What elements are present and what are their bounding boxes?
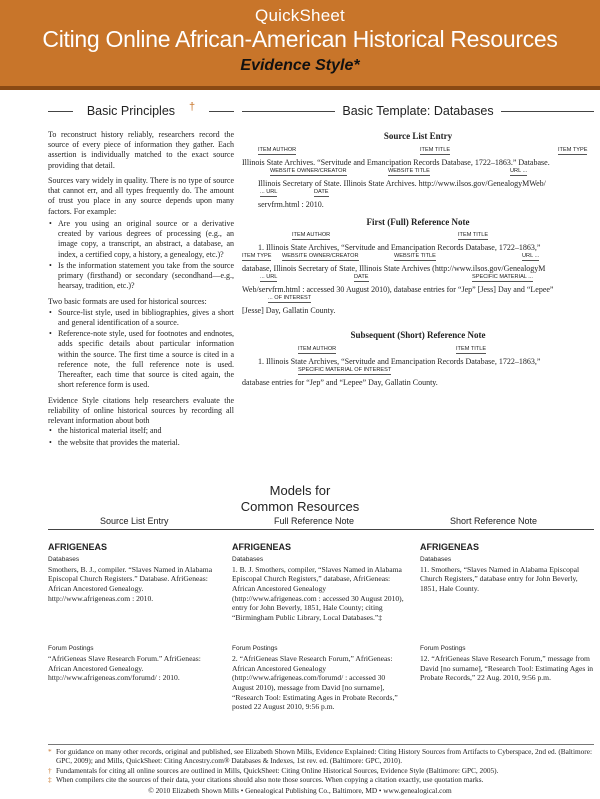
basic-principles — [48, 100, 234, 453]
header-quicksheet: QuickSheet — [255, 6, 345, 25]
label-date: DATE — [314, 188, 329, 195]
model-short-note — [420, 542, 594, 683]
full-note-line: Web/servfrm.html : accessed 30 August 2010), database entries for “Jep” [Jess] Day and “Lepee” — [242, 285, 554, 295]
full-note-line: database, Illinois Secretary of State, Illinois State Archives (http://www.ilsos.gov/GenealogyM — [242, 264, 546, 274]
source-line: Illinois Secretary of State. Illinois State Archives. http://www.ilsos.gov/GenealogyMWeb/ — [258, 178, 546, 188]
label-item-title: ITEM TITLE — [458, 232, 489, 239]
model-source-list — [48, 542, 220, 683]
principles-bullet: • Is the information statement you take from the source primary (firsthand) or secondary (secondhand—e.g., hearsay, tradition, etc.)? — [48, 261, 234, 292]
label-item-author: ITEM AUTHOR — [298, 345, 337, 352]
header-title: Citing Online African-American Historical Resources — [42, 26, 558, 52]
label-item-author: ITEM AUTHOR — [292, 232, 331, 239]
principles-bullet: • Source-list style, used in bibliographies, gives a short and general identification of a source. — [48, 308, 234, 328]
label-specific-material: SPECIFIC MATERIAL ... — [472, 274, 533, 281]
model-subhead: Forum Postings — [232, 644, 278, 652]
model-entry: Smothers, B. J., compiler. “Slaves Named in Alabama Episcopal Church Registers.” Database. AfriGeneas: African Ancestored Genealogy. http://www.afrigeneas.com : 2010. — [48, 564, 213, 603]
label-of-interest: ... OF INTEREST — [268, 295, 312, 302]
model-entry: 2. “AfriGeneas Slave Research Forum,” AfriGeneas: African Ancestored Genealogy (http://www.afrigeneas.com/forumd/ : accessed 30 August 2010), message from David [no surname], “Research Tool: Estimating Ages in Probate Records,” posted 22 August 2010, 9:56 p.m. — [232, 654, 398, 712]
label-website-owner: WEBSITE OWNER/CREATOR — [282, 253, 359, 260]
full-note-line: 1. Illinois State Archives, “Servitude and Emancipation Records Database, 1722–1863,” — [258, 243, 541, 253]
label-url: URL ... — [510, 167, 528, 174]
model-subhead: Databases — [48, 555, 80, 563]
principles-bullet: • Reference-note style, used for footnotes and endnotes, adds specific details about particular information within the source. The first time a source is cited in a reference note, the full reference note is used. Thereafter, each time that source is cited again, the short reference form is used. — [48, 329, 234, 390]
short-note-line: 1. Illinois State Archives, “Servitude and Emancipation Records Database, 1722–1863,” — [258, 356, 541, 366]
footnote: * For guidance on many other records, original and published, see Elizabeth Shown Mills, Evidence Explained: Citing History Sources from Artifacts to Cyberspace, 2nd ed. (Baltimore: GPC, 2009); and Mills, QuickSheet: Citing Ancestry.com® Databases & Indexes, 1st rev. ed. (Baltimore: GPC, 2010). — [48, 747, 592, 766]
model-entry: 1. B. J. Smothers, compiler, “Slaves Named in Alabama Episcopal Church Registers,” database, AfriGeneas: African Ancestored Genealogy (http://www.afrigeneas.com : accessed 30 August 2010), entry for John Beverly, 1851, Hale County; citing “Birmingham Public Library, Local Databases.”‡ — [232, 564, 404, 623]
label-specific-material: SPECIFIC MATERIAL OF INTEREST — [298, 366, 392, 373]
header-bar — [0, 86, 600, 90]
label-url: URL ... — [522, 253, 540, 260]
label-item-author: ITEM AUTHOR — [258, 146, 297, 153]
footnote: † Fundamentals for citing all online sources are outlined in Mills, QuickSheet: Citing Online Historical Sources, Evidence Style (Baltimore: GPC, 2005). — [48, 765, 499, 775]
label-item-type: ITEM TYPE — [558, 146, 588, 153]
models-column-headers — [48, 516, 594, 530]
header-style: Evidence Style* — [240, 57, 360, 74]
header-short-note: Short Reference Note — [450, 516, 538, 526]
model-org: AFRIGENEAS — [232, 542, 292, 552]
label-item-title: ITEM TITLE — [420, 146, 451, 153]
basic-template — [242, 100, 594, 388]
header-full-note: Full Reference Note — [274, 516, 355, 526]
model-subhead: Databases — [232, 555, 264, 563]
label-date: DATE — [354, 274, 369, 281]
label-website-title: WEBSITE TITLE — [394, 253, 436, 260]
short-note-line: database entries for “Jep” and “Lepee” Day, Gallatin County. — [242, 377, 438, 387]
header-banner — [0, 0, 600, 90]
model-entry: “AfriGeneas Slave Research Forum.” AfriGeneas: African Ancestored Genealogy. http://www.afrigeneas.com/forumd/ : 2010. — [48, 654, 201, 683]
full-note-heading: First (Full) Reference Note — [366, 216, 470, 227]
source-line: servfrm.html : 2010. — [258, 199, 324, 209]
principles-p1: To reconstruct history reliably, researchers record the source of every piece of information they gather. Each assertion is individually matched to the exact source providing that detail. — [48, 130, 234, 170]
source-line: Illinois State Archives. “Servitude and Emancipation Records Database, 1722–1863.” Database. — [242, 157, 550, 167]
model-org: AFRIGENEAS — [420, 542, 480, 552]
model-entry: 11. Smothers, “Slaves Named in Alabama Episcopal Church Registers,” database entry for John Beverly, 1851, Hale County. — [420, 564, 580, 594]
model-full-note — [232, 542, 408, 712]
label-item-type: ITEM TYPE — [242, 253, 272, 260]
model-org: AFRIGENEAS — [48, 542, 108, 552]
label-url-cont: ... URL — [260, 188, 278, 195]
short-note-heading: Subsequent (Short) Reference Note — [350, 330, 486, 341]
header-source-list: Source List Entry — [100, 516, 169, 526]
principles-bullet: • Are you using an original source or a derivative created by various degrees of processing (e.g., an image copy, a transcript, an abstract, a database, an index, a certified copy, a history, a genealogy, etc.)? — [48, 219, 234, 260]
label-url-cont: ... URL — [260, 274, 278, 281]
footnotes — [48, 744, 594, 785]
principles-p2: Sources vary widely in quality. There is no type of source that cannot err, and all types frequently do. The amount of trust you place in any source depends upon many factors. For example: — [48, 175, 234, 216]
model-subhead: Databases — [420, 555, 452, 563]
principles-title: Basic Principles † — [48, 100, 234, 122]
label-website-title: WEBSITE TITLE — [388, 167, 430, 174]
principles-p3: Two basic formats are used for historical sources: — [48, 296, 207, 306]
principles-bullet: • the historical material itself; and — [48, 426, 234, 436]
template-title: Basic Template: Databases — [242, 100, 594, 122]
label-item-title: ITEM TITLE — [456, 345, 487, 352]
footnote: ‡ When compilers cite the sources of their data, your citations should also note those sources. When copying a citation exactly, use quotation marks. — [48, 775, 484, 785]
full-note-line: [Jesse] Day, Gallatin County. — [242, 306, 336, 316]
source-list-heading: Source List Entry — [383, 131, 453, 141]
model-entry: 12. “AfriGeneas Slave Research Forum,” message from David [no surname], “Research Tool: Estimating Ages in Probate Records,” 22 Aug. 2010, 9:56 p.m. — [420, 654, 594, 683]
models-title: Models for Common Resources — [240, 483, 360, 514]
copyright-footer: © 2010 Elizabeth Shown Mills • Genealogical Publishing Co., Baltimore, MD • www.genealogical.com — [148, 786, 452, 795]
principles-p4: Evidence Style citations help researchers evaluate the reliability of online historical sources by recording all relevant information about both — [48, 395, 234, 426]
principles-bullet: • the website that provides the material. — [48, 438, 234, 448]
model-subhead: Forum Postings — [420, 644, 466, 652]
label-website-owner: WEBSITE OWNER/CREATOR — [270, 167, 347, 174]
model-subhead: Forum Postings — [48, 644, 94, 652]
